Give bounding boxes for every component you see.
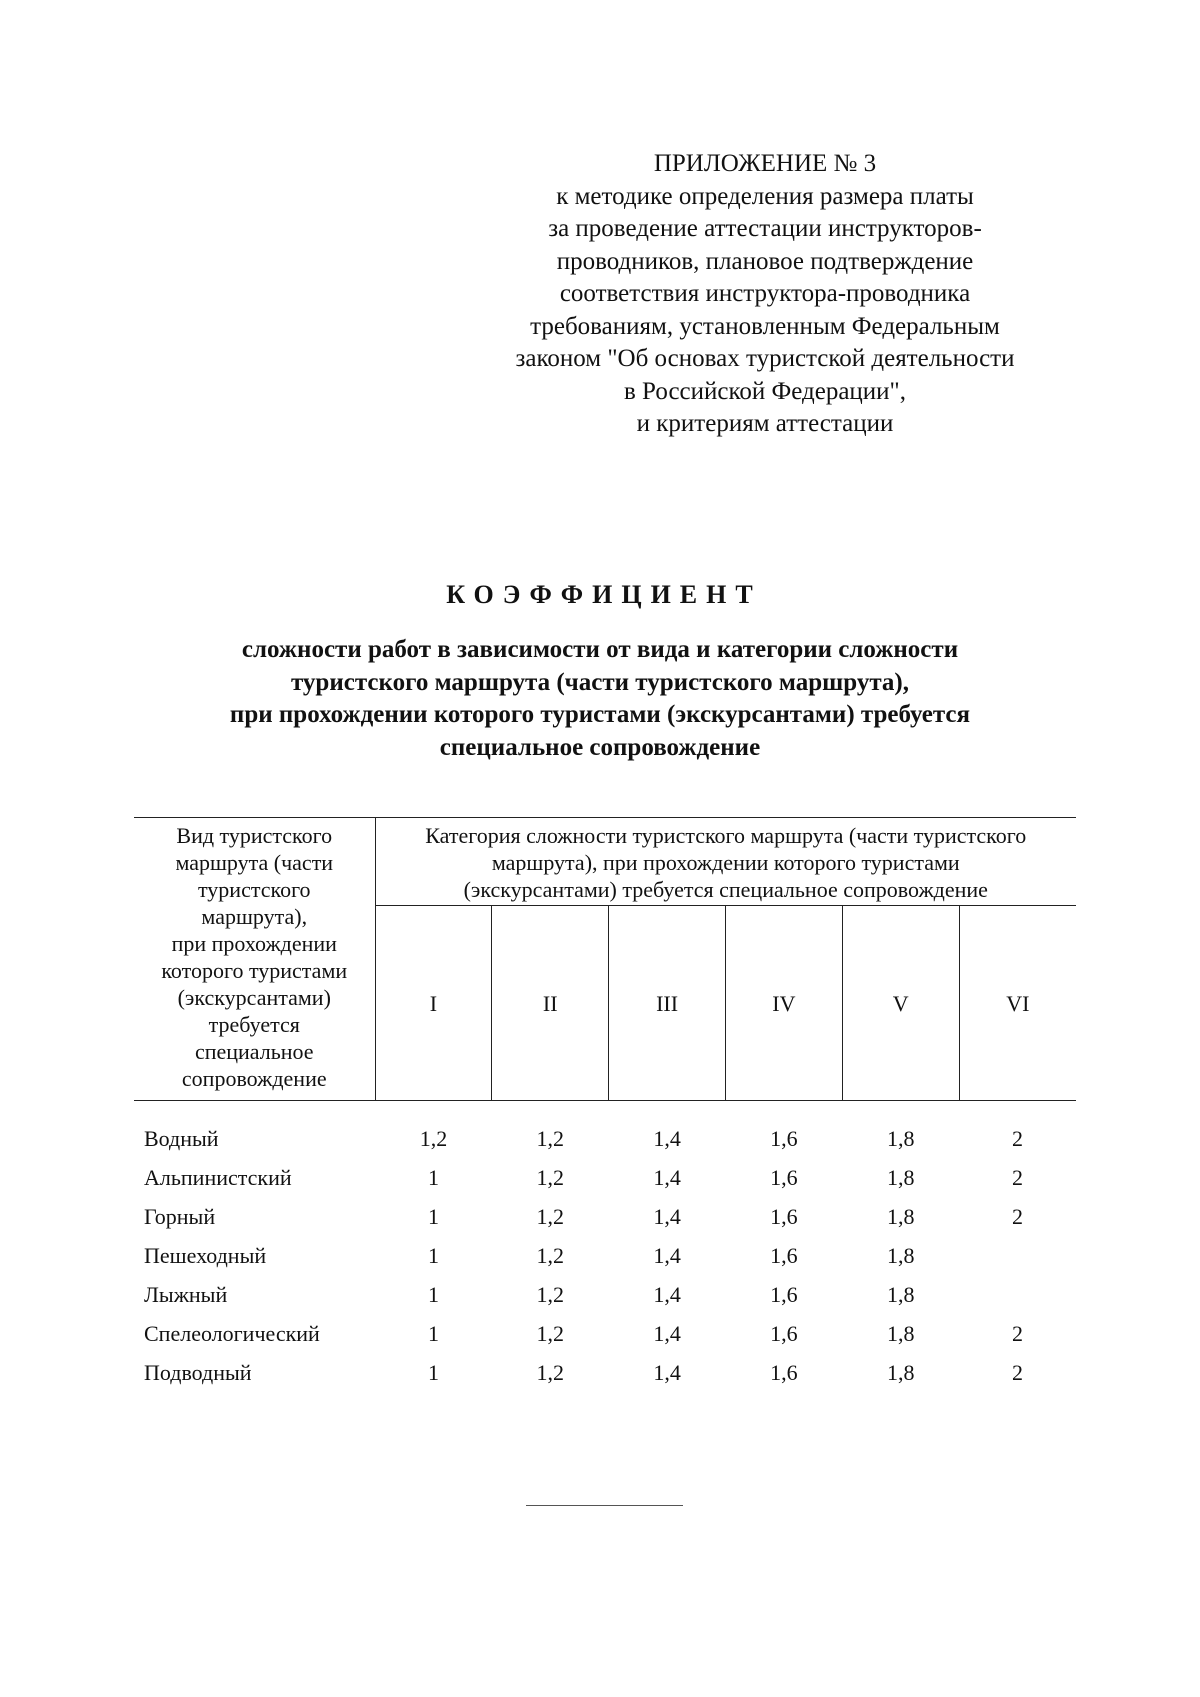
appendix-text-line: и критериям аттестации [636,410,894,437]
appendix-text-line: законом "Об основах туристской деятельности [515,345,1015,372]
coefficient-cell: 2 [1012,1360,1024,1385]
header-line: требуется [208,1012,300,1037]
appendix-text-line: проводников, плановое подтверждение [556,247,974,275]
header-line: сопровождение [181,1066,327,1091]
route-type-header-text [140,822,369,1092]
coefficient-cell: 1,6 [770,1282,798,1307]
route-type-cell: Лыжный [144,1282,228,1307]
coefficient-cell: 1 [427,1165,439,1190]
route-type-header [134,818,375,1101]
coefficient-cell: 1,4 [653,1204,681,1229]
appendix-text-line: требованиям, установленным Федеральным [530,312,1000,340]
coefficient-cell: 2 [1012,1204,1024,1229]
coefficient-cell [959,1236,1076,1275]
appendix-text-line: к методике определения размера платы [556,182,974,210]
coefficient-cell: 1,4 [653,1126,681,1151]
route-type-cell: Альпинистский [144,1165,292,1190]
header-line: при прохождении [171,931,337,956]
document-heading [0,578,1200,764]
document-title: КОЭФФИЦИЕНТ [446,580,762,609]
table-spacer-row [134,1101,1076,1120]
table-row [134,1275,1076,1314]
appendix-text-line: в Российской Федерации", [623,377,907,405]
header-line: Категория сложности туристского маршрута (части туристского [425,823,1027,848]
coefficient-cell: 1,4 [653,1282,681,1307]
subtitle-line: сложности работ в зависимости от вида и категории сложности [241,636,959,663]
footer-divider [526,1505,683,1506]
coefficient-cell: 1,2 [536,1243,564,1268]
coefficient-cell: 1 [427,1360,439,1385]
table-row [134,1197,1076,1236]
document-subtitle [0,634,1200,764]
coefficient-cell: 1,6 [770,1126,798,1151]
coefficient-cell: 1,8 [886,1243,915,1268]
table-row [134,1158,1076,1197]
coefficient-cell: 2 [1012,1321,1024,1346]
coefficient-cell: 2 [1012,1165,1024,1190]
category-header-text [382,822,1070,903]
route-type-cell: Водный [144,1126,219,1151]
category-column-header: V [842,906,959,1101]
coefficient-cell [959,1275,1076,1314]
coefficient-cell: 1,8 [886,1321,915,1346]
route-type-cell: Подводный [144,1360,252,1385]
coefficient-cell: 1,2 [536,1321,564,1346]
coefficient-cell: 1,2 [536,1126,564,1151]
coefficient-cell: 1,2 [536,1282,564,1307]
header-line: (экскурсантами) [177,985,331,1010]
table-row [134,1119,1076,1158]
category-column-header: II [492,906,609,1101]
category-column-header: VI [959,906,1076,1101]
coefficient-cell: 1,2 [536,1165,564,1190]
appendix-text-line: соответствия инструктора-проводника [559,280,971,307]
coefficient-cell: 1 [427,1204,439,1229]
coefficient-cell: 1,4 [653,1165,681,1190]
subtitle-line: при прохождении которого туристами (экскурсантами) требуется [229,701,971,728]
route-type-cell: Горный [144,1204,216,1229]
coefficient-cell: 1,8 [886,1126,915,1151]
category-column-header: IV [725,906,842,1101]
header-line: маршрута), при прохождении которого туристами [491,850,960,875]
coefficient-cell: 1,6 [770,1165,798,1190]
header-line: специальное [194,1039,314,1064]
header-line: Вид туристского [176,823,333,848]
spacer-cell [134,1101,1076,1120]
header-line: маршрута), [201,904,308,929]
table-row [134,1314,1076,1353]
coefficient-cell: 1 [427,1243,439,1268]
coefficient-cell: 1,4 [653,1321,681,1346]
header-line: которого туристами [161,958,348,983]
category-column-header: I [375,906,492,1101]
table-row [134,1236,1076,1275]
table-row [134,1353,1076,1392]
coefficient-table [134,817,1076,1392]
route-type-cell: Пешеходный [144,1243,267,1268]
coefficient-cell: 1,2 [536,1204,564,1229]
coefficient-cell: 1,6 [770,1243,798,1268]
header-line: (экскурсантами) требуется специальное сопровождение [463,877,988,902]
coefficient-cell: 2 [1012,1126,1024,1151]
coefficient-cell: 1,6 [770,1360,798,1385]
coefficient-cell: 1,6 [770,1321,798,1346]
category-column-header: III [609,906,726,1101]
coefficient-cell: 1,4 [653,1360,681,1385]
coefficient-table-wrap [134,817,1076,1392]
coefficient-cell: 1,2 [419,1126,448,1151]
coefficient-cell: 1,6 [770,1204,798,1229]
coefficient-cell: 1,8 [886,1204,915,1229]
header-line: туристского [197,877,311,902]
appendix-block [470,148,1060,441]
appendix-number: ПРИЛОЖЕНИЕ № 3 [653,150,877,177]
header-line: маршрута (части [175,850,334,875]
coefficient-cell: 1,8 [886,1360,915,1385]
coefficient-cell: 1,2 [536,1360,564,1385]
subtitle-line: специальное сопровождение [439,733,761,761]
coefficient-cell: 1 [427,1282,439,1307]
coefficient-cell: 1,8 [886,1282,915,1307]
subtitle-line: туристского маршрута (части туристского маршрута), [290,668,910,696]
appendix-text-line: за проведение аттестации инструкторов- [548,215,982,242]
route-type-cell: Спелеологический [144,1321,320,1346]
category-header [375,818,1076,906]
coefficient-cell: 1,4 [653,1243,681,1268]
coefficient-cell: 1 [427,1321,439,1346]
coefficient-cell: 1,8 [886,1165,915,1190]
